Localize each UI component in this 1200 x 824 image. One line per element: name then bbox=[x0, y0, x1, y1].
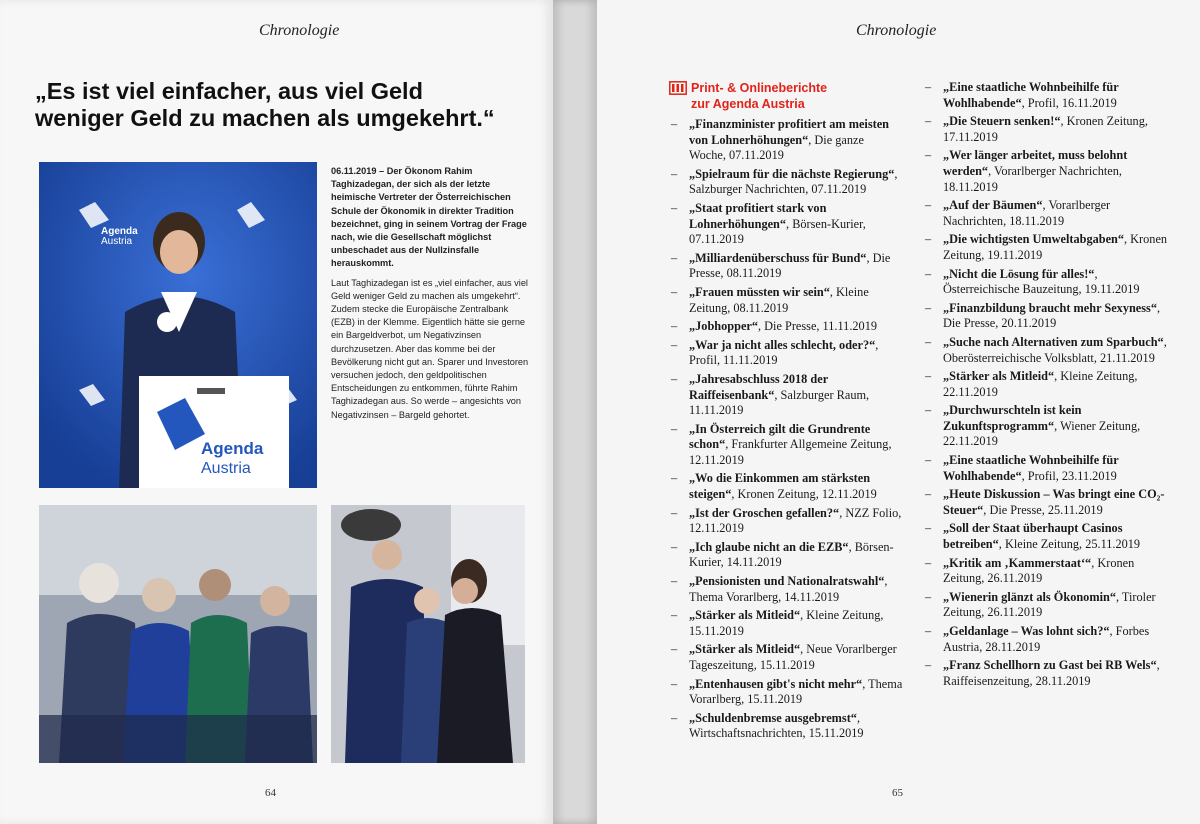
speaker-illustration bbox=[39, 162, 317, 488]
svg-text:Austria: Austria bbox=[201, 460, 251, 477]
list-item: – „Eine staatliche Wohnbeihilfe für Wohlhabende“, Profil, 23.11.2019 bbox=[921, 453, 1171, 484]
handshake-illustration bbox=[331, 505, 525, 763]
list-item: – „Staat profitiert stark von Lohnerhöhungen“, Börsen-Kurier, 07.11.2019 bbox=[667, 201, 903, 248]
list-item: – „Soll der Staat überhaupt Casinos betreiben“, Kleine Zeitung, 25.11.2019 bbox=[921, 521, 1171, 552]
pull-quote-line-2: weniger Geld zu machen als umgekehrt.“ bbox=[35, 105, 495, 131]
list-item: – „Franz Schellhorn zu Gast bei RB Wels“, Raiffeisenzeitung, 28.11.2019 bbox=[921, 658, 1171, 689]
running-head: Chronologie bbox=[259, 22, 340, 39]
photo-speaker-at-podium bbox=[39, 162, 317, 488]
pull-quote bbox=[35, 78, 535, 132]
book-gutter bbox=[553, 0, 597, 824]
press-list-heading-line-2: zur Agenda Austria bbox=[691, 97, 805, 111]
press-list-column-right bbox=[921, 80, 1171, 692]
photo-handshake bbox=[331, 505, 525, 763]
press-list-column-left bbox=[667, 117, 903, 745]
list-item: – „Nicht die Lösung für alles!“, Österreichische Bauzeitung, 19.11.2019 bbox=[921, 267, 1171, 298]
list-item: – „Stärker als Mitleid“, Neue Vorarlberger Tageszeitung, 15.11.2019 bbox=[667, 642, 903, 673]
pull-quote-line-1: „Es ist viel einfacher, aus viel Geld bbox=[35, 78, 423, 104]
press-list-heading bbox=[669, 80, 869, 112]
press-list-heading-line-1: Print- & Onlineberichte bbox=[691, 81, 828, 95]
event-article bbox=[331, 165, 531, 422]
list-item: – „Wienerin glänzt als Ökonomin“, Tiroler Zeitung, 26.11.2019 bbox=[921, 590, 1171, 621]
svg-text:Austria: Austria bbox=[101, 236, 133, 247]
list-item: – „Jahresabschluss 2018 der Raiffeisenbank“, Salzburger Raum, 11.11.2019 bbox=[667, 372, 903, 419]
svg-text:Agenda: Agenda bbox=[201, 439, 264, 458]
list-item: – „Milliardenüberschuss für Bund“, Die Presse, 08.11.2019 bbox=[667, 251, 903, 282]
list-item: – „Ich glaube nicht an die EZB“, Börsen-Kurier, 14.11.2019 bbox=[667, 540, 903, 571]
right-page bbox=[597, 0, 1200, 824]
list-item: – „Wo die Einkommen am stärksten steigen“, Kronen Zeitung, 12.11.2019 bbox=[667, 471, 903, 502]
svg-text:Agenda: Agenda bbox=[101, 226, 138, 237]
list-item: – „Eine staatliche Wohnbeihilfe für Wohlhabende“, Profil, 16.11.2019 bbox=[921, 80, 1171, 111]
list-item: – „Jobhopper“, Die Presse, 11.11.2019 bbox=[667, 319, 903, 335]
list-item: – „Heute Diskussion – Was bringt eine CO₂-Steuer“, Die Presse, 25.11.2019 bbox=[921, 487, 1171, 518]
list-item: – „Entenhausen gibt's nicht mehr“, Thema Vorarlberg, 15.11.2019 bbox=[667, 677, 903, 708]
left-page bbox=[0, 0, 553, 824]
list-item: – „Stärker als Mitleid“, Kleine Zeitung, 15.11.2019 bbox=[667, 608, 903, 639]
running-head: Chronologie bbox=[856, 22, 937, 39]
list-item: – „Finanzbildung braucht mehr Sexyness“, Die Presse, 20.11.2019 bbox=[921, 301, 1171, 332]
list-item: – „Spielraum für die nächste Regierung“, Salzburger Nachrichten, 07.11.2019 bbox=[667, 167, 903, 198]
list-item: – „Auf der Bäumen“, Vorarlberger Nachrichten, 18.11.2019 bbox=[921, 198, 1171, 229]
list-item: – „Frauen müssten wir sein“, Kleine Zeitung, 08.11.2019 bbox=[667, 285, 903, 316]
list-item: – „Finanzminister profitiert am meisten von Lohnerhöhungen“, Die ganze Woche, 07.11.2019 bbox=[667, 117, 903, 164]
list-item: – „Ist der Groschen gefallen?“, NZZ Folio, 12.11.2019 bbox=[667, 506, 903, 537]
list-item: – „Wer länger arbeitet, muss belohnt werden“, Vorarlberger Nachrichten, 18.11.2019 bbox=[921, 148, 1171, 195]
list-item: – „In Österreich gilt die Grundrente schon“, Frankfurter Allgemeine Zeitung, 12.11.2019 bbox=[667, 422, 903, 469]
photo-audience bbox=[39, 505, 317, 763]
article-body: Laut Taghizadegan ist es „viel einfacher, aus viel Geld weniger Geld zu machen als umgekehrt“. Zudem stecke die Europäische Zentralbank (EZB) in der Klemme. Eigentlich hätte sie gerne ein Bargeldverbot, um Negativzinsen durchzusetzen. Aber das komme bei der Bevölkerung nicht gut an. Sparer und Investoren versuchen jedoch, den geldpolitischen Entscheidungen zu entkommen, führte Rahim Taghizadegan aus. So werde – angesichts von Negativzinsen – Bargeld gehortet. bbox=[331, 277, 529, 420]
list-item: – „Durchwurschteln ist kein Zukunftsprogramm“, Wiener Zeitung, 22.11.2019 bbox=[921, 403, 1171, 450]
list-item: – „Schuldenbremse ausgebremst“, Wirtschaftsnachrichten, 15.11.2019 bbox=[667, 711, 903, 742]
list-item: – „War ja nicht alles schlecht, oder?“, Profil, 11.11.2019 bbox=[667, 338, 903, 369]
page-number: 64 bbox=[265, 787, 276, 799]
page-number: 65 bbox=[892, 787, 903, 799]
list-item: – „Pensionisten und Nationalratswahl“, Thema Vorarlberg, 14.11.2019 bbox=[667, 574, 903, 605]
list-item: – „Stärker als Mitleid“, Kleine Zeitung, 22.11.2019 bbox=[921, 369, 1171, 400]
list-item: – „Kritik am ‚Kammerstaat‘“, Kronen Zeitung, 26.11.2019 bbox=[921, 556, 1171, 587]
audience-illustration bbox=[39, 505, 317, 763]
list-item: – „Suche nach Alternativen zum Sparbuch“, Oberösterreichische Volksblatt, 21.11.2019 bbox=[921, 335, 1171, 366]
list-item: – „Die Steuern senken!“, Kronen Zeitung, 17.11.2019 bbox=[921, 114, 1171, 145]
article-lead: 06.11.2019 – Der Ökonom Rahim Taghizadegan, der sich als der letzte heimische Vertreter der Österreichischen Schule der Ökonomik in direkter Tradition bezeichnet, ging in seinem Vortrag der Frage nach, wie die Gesellschaft möglichst unbeschadet aus der Nullzinsfalle herauskommt. bbox=[331, 166, 527, 269]
list-item: – „Die wichtigsten Umweltabgaben“, Kronen Zeitung, 19.11.2019 bbox=[921, 232, 1171, 263]
list-item: – „Geldanlage – Was lohnt sich?“, Forbes Austria, 28.11.2019 bbox=[921, 624, 1171, 655]
